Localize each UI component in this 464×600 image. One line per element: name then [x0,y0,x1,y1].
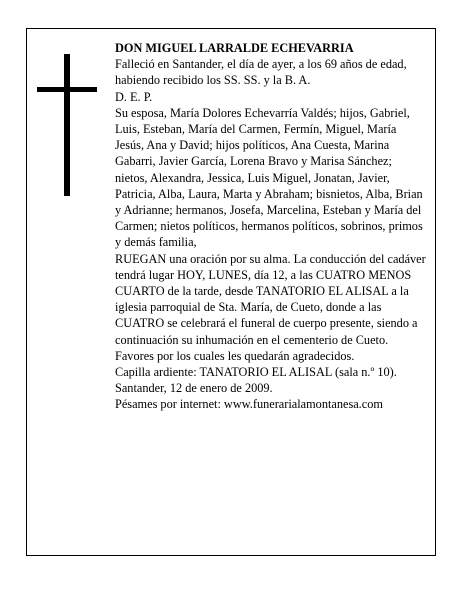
death-announcement: Falleció en Santander, el día de ayer, a los 69 años de edad, habiendo recibido los SS. SS. y la B. A. [115,57,407,88]
family-list: Su esposa, María Dolores Echevarría Valdés; hijos, Gabriel, Luis, Esteban, María del Carmen, Fermín, Miguel, María Jesús, Ana y David; hijos políticos, Ana Cuesta, Marina Gabarri, Javier García, Lorena Bravo y Marisa Sánchez; nietos, Alexandra, Jessica, Luis Miguel, Jonatan, Javier, Patricia, Alba, Laura, Marta y Abraham; bisnietos, Alba, Brian y Adrianne; hermanos, Josefa, Marcelina, Esteban y María del Carmen; nietos políticos, hermanos políticos, sobrinos, primos y demás familia, [115,105,423,250]
cross-horizontal-bar [37,87,97,92]
notice-date: Santander, 12 de enero de 2009. [115,381,273,396]
rip-line: D. E. P. [115,89,153,104]
funeral-request: RUEGAN una oración por su alma. La conducción del cadáver tendrá lugar HOY, LUNES, día 12, a las CUATRO MENOS CUARTO de la tarde, desde TANATORIO EL ALISAL a la iglesia parroquial de Sta. María, de Cueto, donde a las CUATRO se celebrará el funeral de cuerpo presente, siendo a continuación su inhumación en el cementerio de Cueto. Favores por los cuales les quedarán agradecidos. [115,251,426,363]
obituary-text [115,40,427,413]
deceased-name: DON MIGUEL LARRALDE ECHEVARRIA [115,41,354,55]
chapel-info: Capilla ardiente: TANATORIO EL ALISAL (sala n.º 10). [115,365,397,380]
cross-vertical-bar [64,54,70,196]
cross-icon [37,54,97,196]
condolences-web: Pésames por internet: www.funerarialamontanesa.com [115,397,383,412]
